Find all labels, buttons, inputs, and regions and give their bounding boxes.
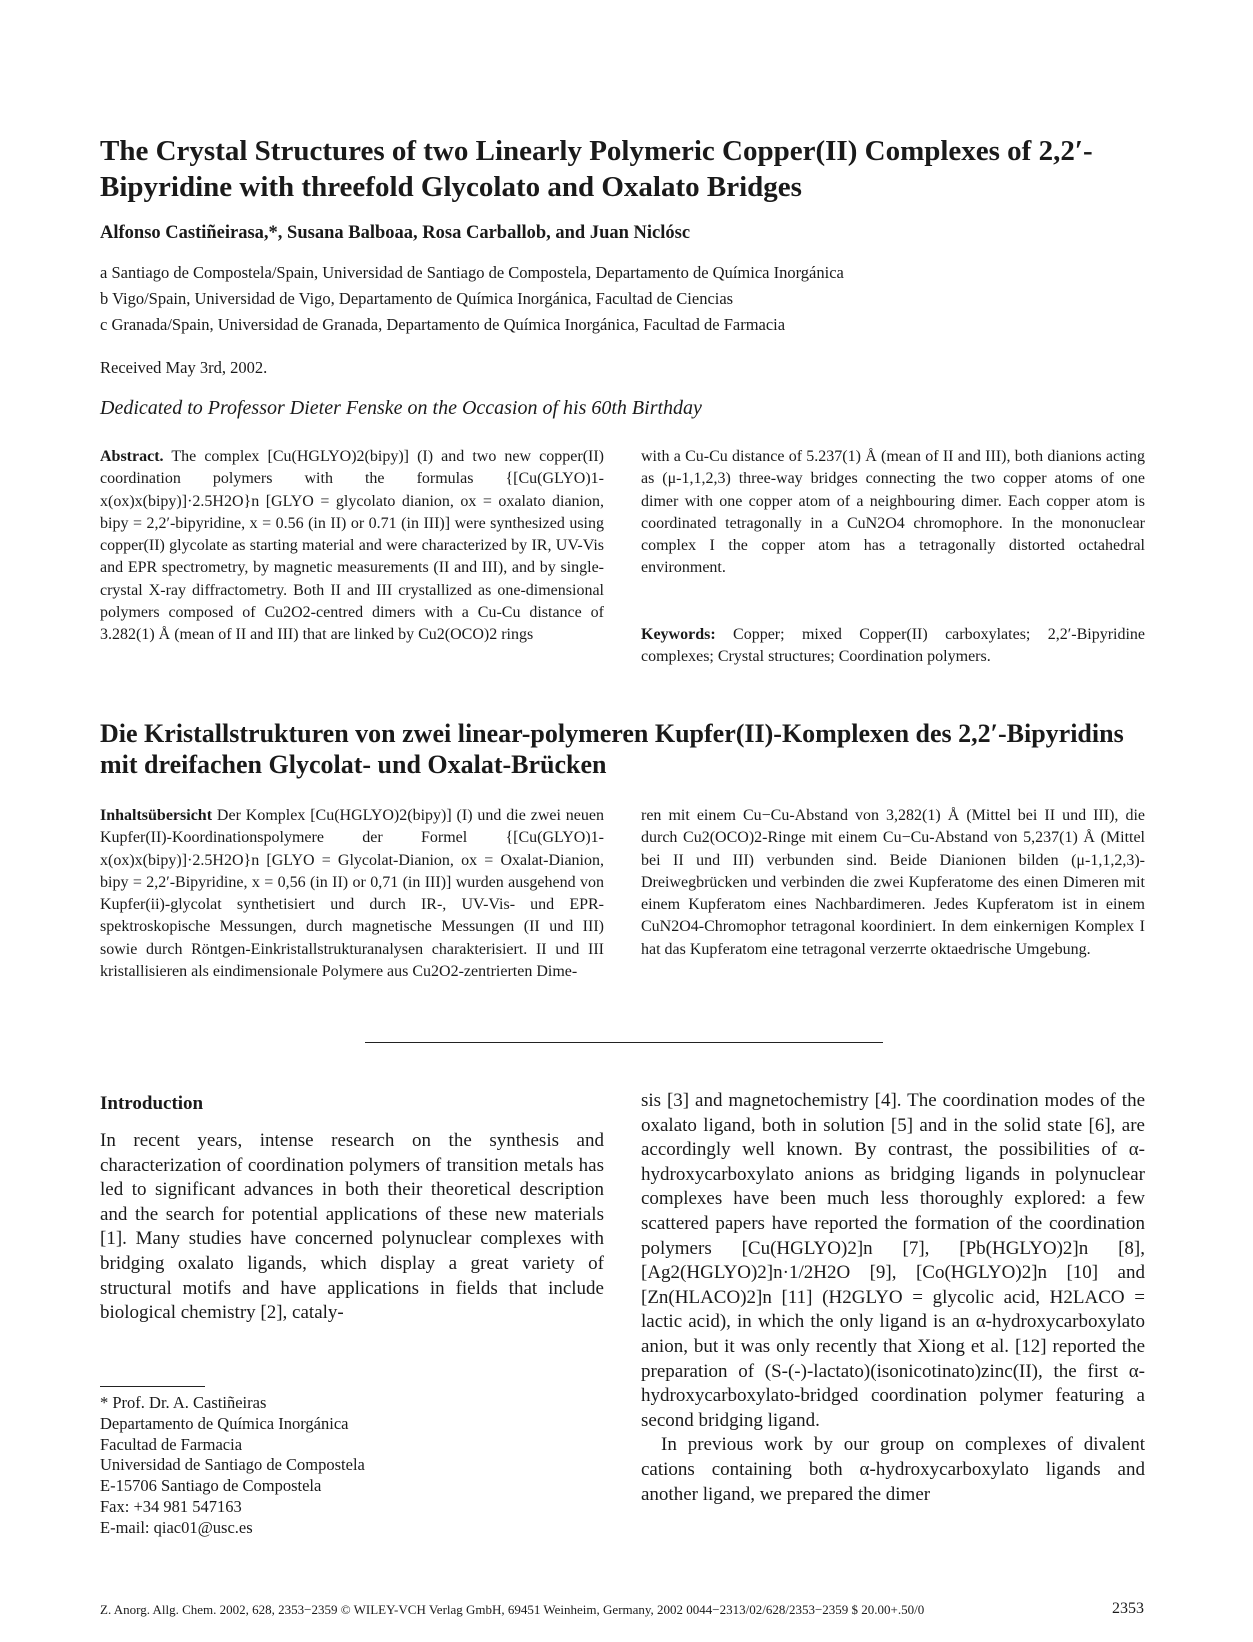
footnote-line: Fax: +34 981 547163 [100,1496,242,1516]
keywords [641,624,1145,669]
dedication: Dedicated to Professor Dieter Fenske on the Occasion of his 60th Birthday [100,397,702,419]
abstract-text-left: The complex [Cu(HGLYO)2(bipy)] (I) and two new copper(II) coordination polymers with the formulas {[Cu(GLYO)1-x(ox)x(bipy)]·2.5H2O}n [GLYO = glycolato dianion, ox = oxalato dianion, bipy = 2,2′-bipyridine, x = 0.56 (in II) or 0.71 (in III)] were synthesized using copper(II) glycolate as starting material and were characterized by IR, UV-Vis and EPR spectrometry, by magnetic measurements (II and III), and by single-crystal X-ray diffractometry. Both II and III crystallized as one-dimensional polymers composed of Cu2O2-centred dimers with a Cu-Cu distance of 3.282(1) Å (mean of II and III) that are linked by Cu2(OCO)2 rings [100,448,605,644]
affiliation-b: b Vigo/Spain, Universidad de Vigo, Departamento de Química Inorgánica, Facultad de Ciencias [100,289,734,308]
introduction-right [641,1089,1145,1507]
footnote-line: Departamento de Química Inorgánica [100,1413,349,1433]
abstract-label: Abstract. [100,448,164,465]
introduction-left: In recent years, intense research on the synthesis and characterization of coordination polymers of transition metals has led to significant advances in both their theoretical description and the search for potential applications of these new materials [1]. Many studies have concerned polynuclear complexes with bridging oxalato ligands, which display a great variety of structural motifs and have applications in fields that include biological chemistry [2], cataly- [100,1130,604,1324]
abstract-right [641,446,1145,580]
footnote-rule [100,1386,205,1387]
introduction-right-para-2: In previous work by our group on complexes of divalent cations containing both α-hydroxycarboxylato ligands and another ligand, we prepared the dimer [641,1434,1145,1505]
footnote-line: Universidad de Santiago de Compostela [100,1455,365,1475]
page-number: 2353 [1112,1600,1144,1617]
german-title: Die Kristallstrukturen von zwei linear-polymeren Kupfer(II)-Komplexen des 2,2′-Bipyridins mit dreifachen Glycolat- und Oxalat-Brücken [100,719,1124,779]
received-date: Received May 3rd, 2002. [100,358,268,377]
journal-footer: Z. Anorg. Allg. Chem. 2002, 628, 2353−2359 © WILEY-VCH Verlag GmbH, 69451 Weinheim, Germany, 2002 0044−2313/02/628/2353−2359 $ 20.00+.50/0 [100,1602,925,1617]
footnote-line: E-15706 Santiago de Compostela [100,1476,322,1496]
inhalt-label: Inhaltsübersicht [100,807,213,824]
correspondence-footnote [100,1393,365,1539]
inhalt-text-left: Der Komplex [Cu(HGLYO)2(bipy)] (I) und die zwei neuen Kupfer(II)-Koordinationspolymere der Formel {[Cu(GLYO)1-x(ox)x(bipy)]·2.5H2O}n [GLYO = Glycolat-Dianion, ox = Oxalat-Dianion, bipy = 2,2′-Bipyridine, x = 0,56 (in II) or 0,71 (in III)] wurden ausgehend von Kupfer(ii)-glycolat synthetisiert und durch IR-, UV-Vis- und EPR-spektroskopische Messungen, durch magnetische Messungen (II und III) sowie durch Röntgen-Einkristallstrukturanalysen charakterisiert. II und III kristallisieren als eindimensionale Polymere aus Cu2O2-zentrierten Dime- [100,807,605,981]
article-title: The Crystal Structures of two Linearly Polymeric Copper(II) Complexes of 2,2′-Bipyridine with threefold Glycolato and Oxalato Bridges [100,135,1093,203]
affiliation-a: a Santiago de Compostela/Spain, Universidad de Santiago de Compostela, Departamento de Química Inorgánica [100,263,844,282]
introduction-heading: Introduction [100,1093,204,1114]
introduction-right-para-1: sis [3] and magnetochemistry [4]. The coordination modes of the oxalato ligand, both in solution [5] and in the solid state [6], are accordingly well known. By contrast, the possibilities of α-hydroxycarboxylato anions as bridging ligands in polynuclear complexes have been much less thoroughly explored: a few scattered papers have reported the formation of the coordination polymers [Cu(HGLYO)2]n [7], [Pb(HGLYO)2]n [8], [Ag2(HGLYO)2]n·1/2H2O [9], [Co(HGLYO)2]n [10] and [Zn(HLACO)2]n [11] (H2GLYO = glycolic acid, H2LACO = lactic acid), in which the only ligand is an α-hydroxycarboxylato anion, but it was only recently that Xiong et al. [12] reported the preparation of (S-(-)-lactato)(isonicotinato)zinc(II), the first α-hydroxycarboxylato-bridged coordination polymer featuring a second bridging ligand. [641,1090,1145,1431]
abstract-left [100,446,604,647]
keywords-text: Copper; mixed Copper(II) carboxylates; 2,2′-Bipyridine complexes; Crystal structures; Coordination polymers. [641,626,1146,666]
footnote-line: * Prof. Dr. A. Castiñeiras [100,1393,267,1412]
inhalt-left [100,805,604,983]
keywords-label: Keywords: [641,626,716,643]
section-divider [365,1042,883,1043]
abstract-text-right: with a Cu-Cu distance of 5.237(1) Å (mean of II and III), both dianions acting as (μ-1,1,2,3) three-way bridges connecting the two copper atoms of one dimer with one copper atom of a neighbouring dimer. Each copper atom is coordinated tetragonally in a CuN2O4 chromophore. In the mononuclear complex I the copper atom has a tetragonally distorted octahedral environment. [641,448,1145,577]
footnote-line: Facultad de Farmacia [100,1434,243,1454]
author-list: Alfonso Castiñeirasa,*, Susana Balboaa, Rosa Carballob, and Juan Niclósc [100,223,691,243]
affiliation-c: c Granada/Spain, Universidad de Granada, Departamento de Química Inorgánica, Facultad de Farmacia [100,315,786,334]
inhalt-right [641,805,1145,961]
footnote-line: E-mail: qiac01@usc.es [100,1517,253,1537]
inhalt-text-right: ren mit einem Cu−Cu-Abstand von 3,282(1) Å (Mittel bei II und III), die durch Cu2(OCO)2-Ringe mit einem Cu−Cu-Abstand von 5,237(1) Å (Mittel bei II und III) verbunden sind. Beide Dianionen bilden (μ-1,1,2,3)-Dreiwegbrücken und verbinden die zwei Kupferatome des einen Dimeren mit einem Kupferatom eines Nachbardimeren. Jedes Kupferatom ist in einem CuN2O4-Chromophor tetragonal koordiniert. In dem einkernigen Komplex I hat das Kupferatom eine tetragonal verzerrte oktaedrische Umgebung. [641,807,1145,958]
